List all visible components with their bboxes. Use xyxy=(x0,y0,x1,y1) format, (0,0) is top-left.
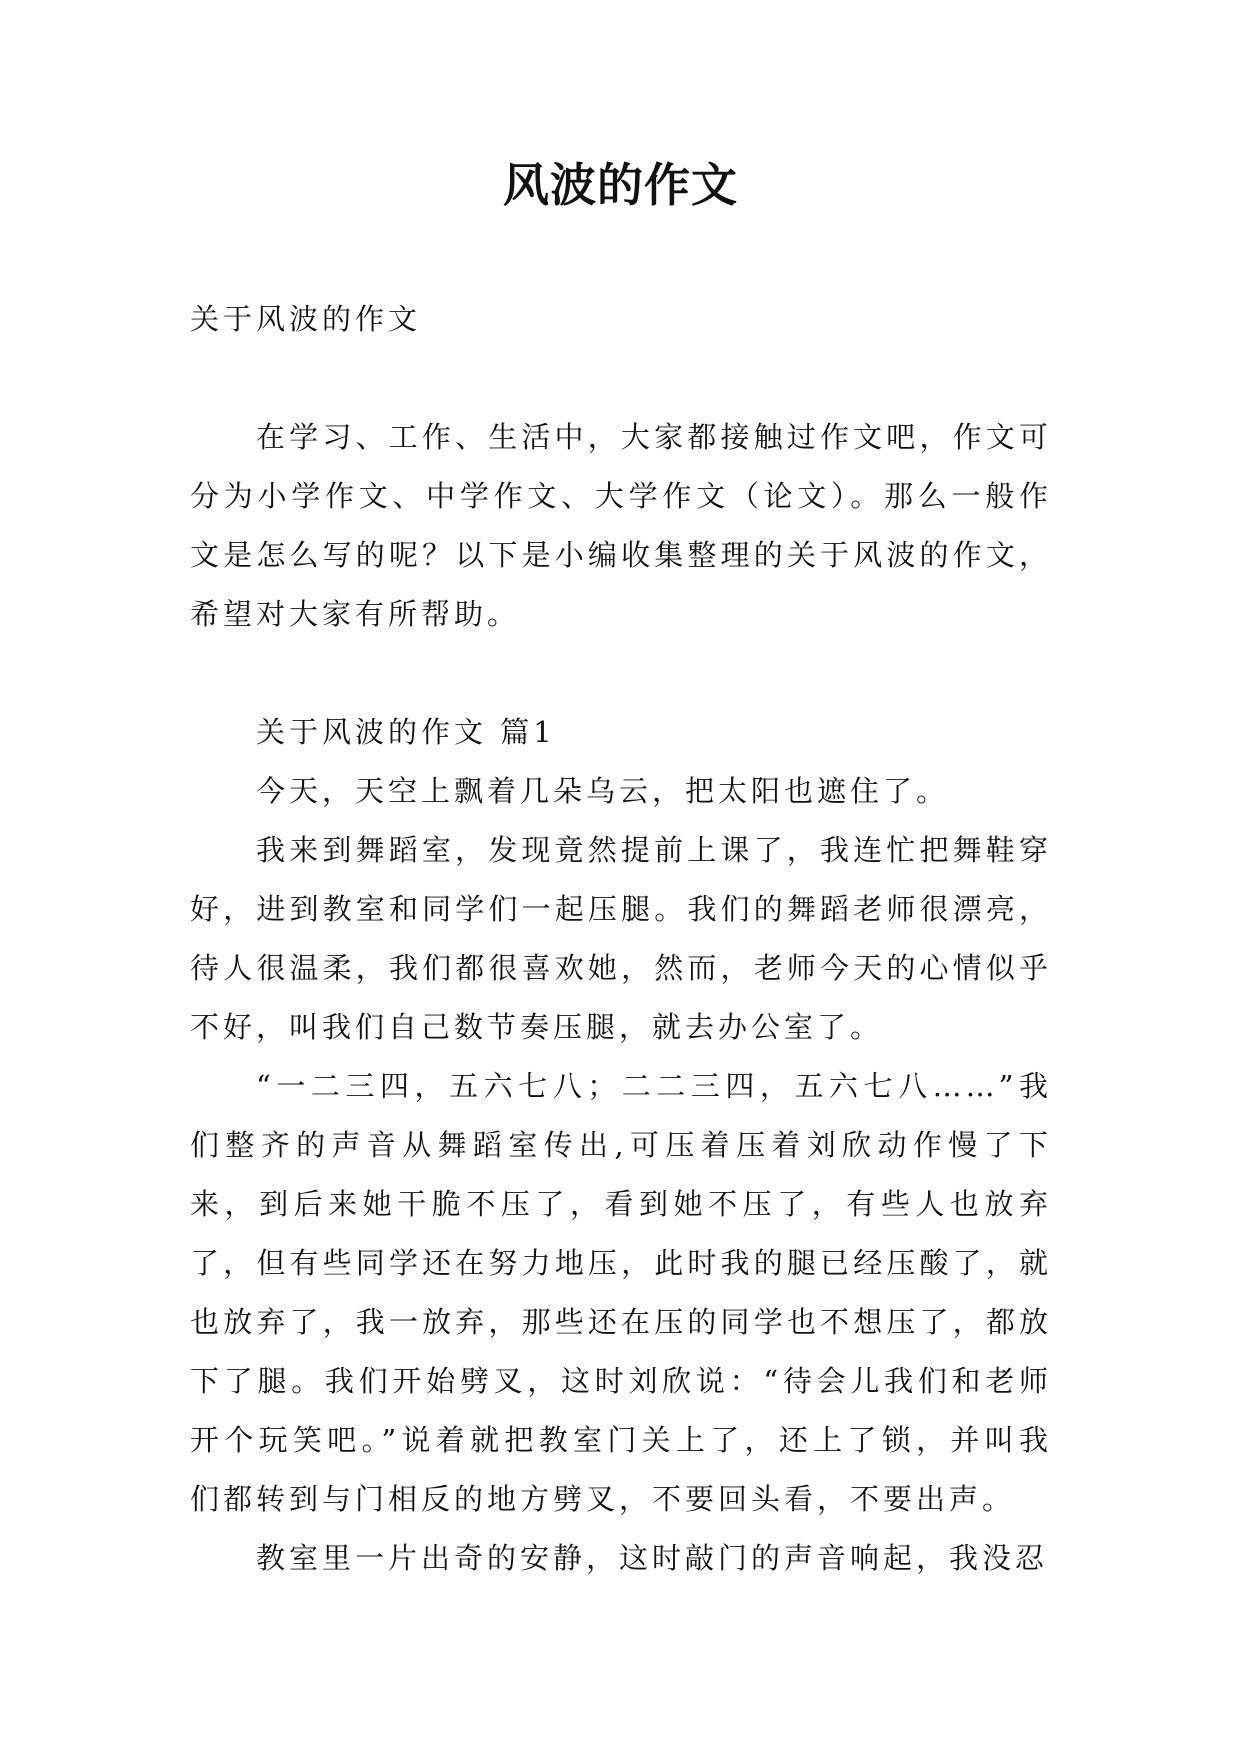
document-subtitle: 关于风波的作文 xyxy=(190,302,422,336)
section-heading: 关于风波的作文 篇1 xyxy=(256,715,556,749)
document-title: 风波的作文 xyxy=(503,158,738,212)
document-body xyxy=(190,290,1052,1588)
body-paragraph: 今天，天空上飘着几朵乌云，把太阳也遮住了。 xyxy=(256,774,950,808)
body-paragraph: 教室里一片出奇的安静，这时敲门的声音响起，我没忍 xyxy=(256,1541,1049,1575)
body-paragraph: 我来到舞蹈室，发现竟然提前上课了，我连忙把舞鞋穿好，进到教室和同学们一起压腿。我们的舞蹈老师很漂亮，待人很温柔，我们都很喜欢她，然而，老师今天的心情似乎不好，叫我们自己数节奏压腿，就去办公室了。 xyxy=(190,833,1052,1044)
body-paragraph: “一二三四，五六七八；二二三四，五六七八……”我们整齐的声音从舞蹈室传出,可压着压着刘欣动作慢了下来，到后来她干脆不压了，看到她不压了，有些人也放弃了，但有些同学还在努力地压，此时我的腿已经压酸了，就也放弃了，我一放弃，那些还在压的同学也不想压了，都放下了腿。我们开始劈叉，这时刘欣说：“待会儿我们和老师开个玩笑吧。”说着就把教室门关上了，还上了锁，并叫我们都转到与门相反的地方劈叉，不要回头看，不要出声。 xyxy=(190,1069,1052,1516)
intro-paragraph: 在学习、工作、生活中，大家都接触过作文吧，作文可分为小学作文、中学作文、大学作文（论文）。那么一般作文是怎么写的呢？以下是小编收集整理的关于风波的作文，希望对大家有所帮助。 xyxy=(190,420,1052,631)
